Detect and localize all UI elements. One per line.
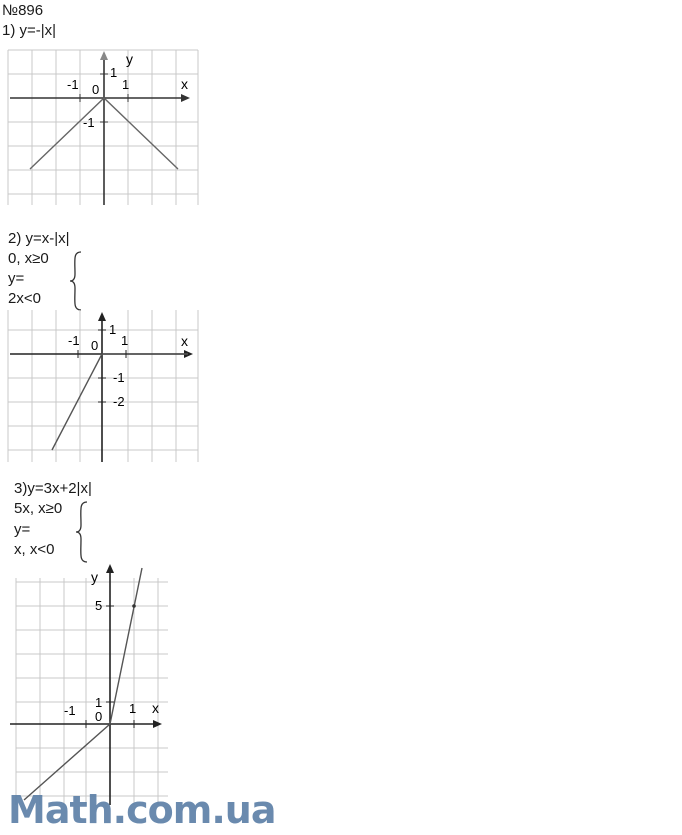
graph-3-origin: 0	[95, 709, 103, 724]
graph-3-tick-1: 1	[129, 701, 137, 716]
part1-formula: 1) y=-|x|	[2, 22, 57, 39]
graph-1-x-label: x	[181, 76, 188, 92]
part2-formula: 2) y=x-|x|	[8, 230, 70, 247]
part2-case2: 2x<0	[8, 290, 41, 307]
graph-1-y-label: y	[126, 51, 133, 67]
graph-2-x-label: x	[181, 333, 188, 349]
problem-number: №896	[2, 2, 44, 19]
graph-1	[0, 45, 210, 210]
graph-1-y-arrow	[100, 51, 108, 60]
graph-2-tick-y1: 1	[109, 322, 117, 337]
graph-1-grid	[8, 50, 198, 205]
graph-3-y-label: y	[91, 569, 98, 585]
graph-3-function-line	[24, 568, 142, 800]
graph-1-tick-y-minus1: -1	[83, 115, 95, 130]
part3-brace	[74, 500, 90, 564]
part2-case1: 0, x≥0	[8, 250, 49, 267]
graph-2-y-arrow	[98, 312, 106, 321]
graph-3-tick-y1: 1	[95, 695, 103, 710]
graph-3-tick-y5: 5	[95, 598, 103, 613]
part3-y-eq: y=	[14, 521, 31, 538]
graph-2-tick-y-minus1: -1	[113, 370, 125, 385]
graph-3-x-label: x	[152, 700, 159, 716]
graph-2	[0, 308, 210, 466]
graph-3-tick-minus1: -1	[64, 703, 76, 718]
graph-2-grid	[8, 310, 198, 462]
graph-2-tick-y-minus2: -2	[113, 394, 125, 409]
graph-3	[0, 560, 180, 805]
part2-y-eq: y=	[8, 270, 25, 287]
graph-2-tick-minus1: -1	[68, 333, 80, 348]
part3-case2: x, x<0	[14, 541, 55, 558]
graph-1-origin: 0	[92, 82, 100, 97]
graph-1-tick-y1: 1	[110, 65, 118, 80]
graph-2-origin: 0	[91, 338, 99, 353]
graph-1-tick-1: 1	[122, 77, 130, 92]
watermark-logo[interactable]: Math.com.ua	[8, 788, 276, 832]
graph-3-y-arrow	[106, 564, 114, 573]
part3-case1: 5x, x≥0	[14, 500, 63, 517]
part2-brace	[68, 250, 84, 312]
graph-2-tick-1: 1	[121, 333, 129, 348]
graph-3-point	[132, 604, 136, 608]
graph-3-grid	[16, 578, 168, 805]
graph-1-tick-minus1: -1	[67, 77, 79, 92]
part3-formula: 3)y=3x+2|x|	[14, 480, 92, 497]
graph-1-x-arrow	[181, 94, 190, 102]
